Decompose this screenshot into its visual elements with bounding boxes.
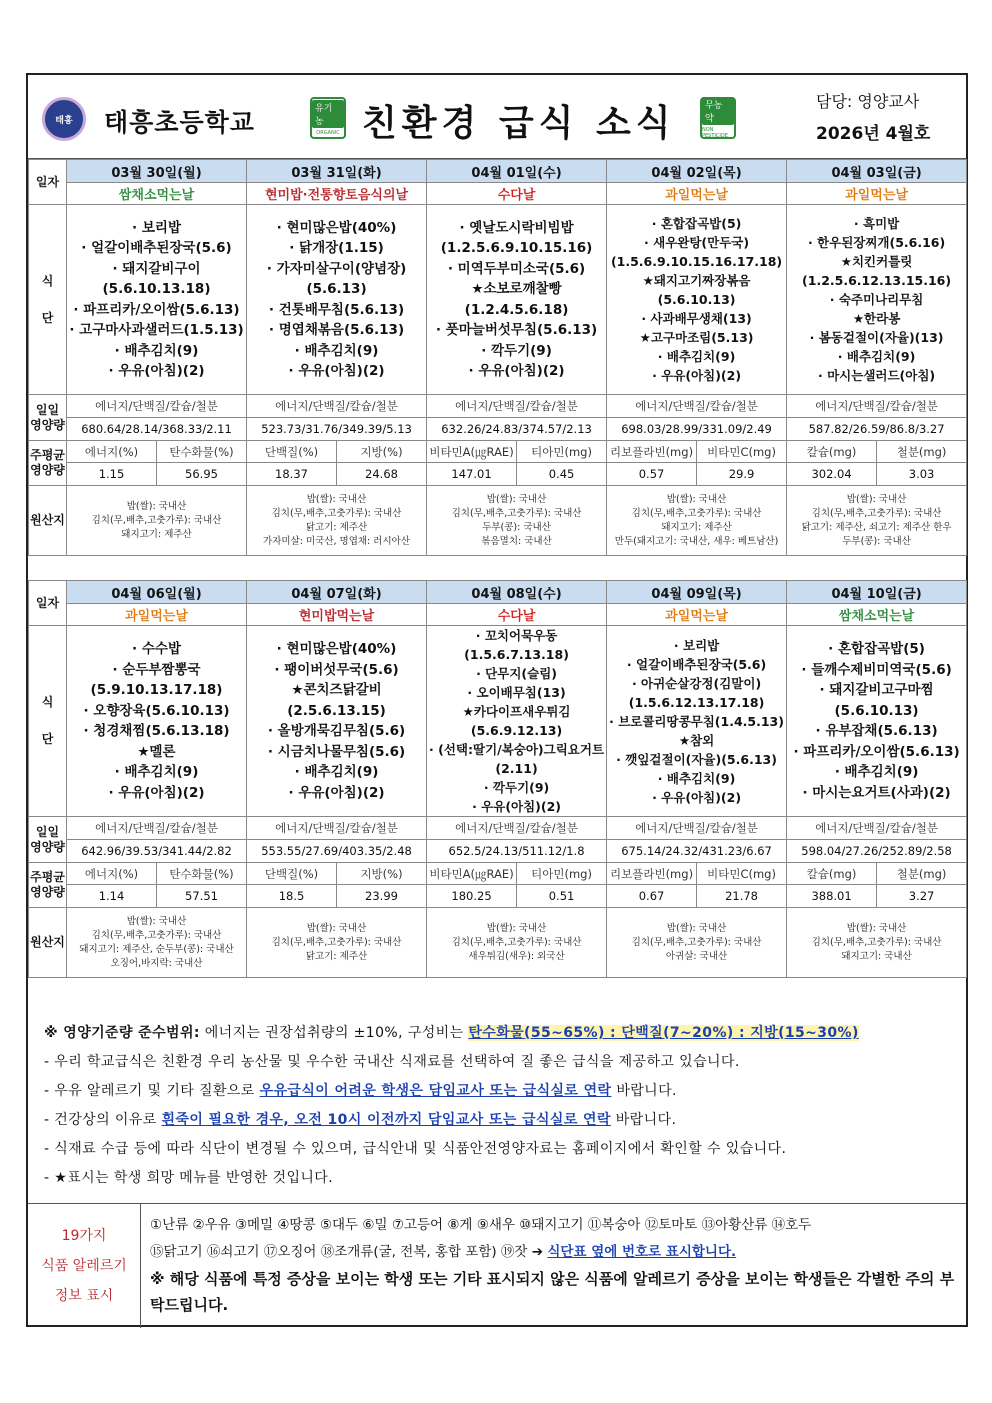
dish-item: · 배추김치(9): [657, 770, 736, 786]
weekly-nutrition-label: [29, 863, 67, 908]
day-origin: [427, 908, 607, 978]
origin-item: 밥(쌀): 국내산: [486, 493, 547, 505]
dish-item: · 보리밥: [132, 219, 181, 236]
dish-item: · 배추김치(9): [294, 764, 379, 780]
dish-item: (1.5.6.12.13.17.18): [628, 694, 765, 710]
weekly-nutrient-header: 비타민A(㎍RAE): [427, 863, 517, 885]
dish-item: · 고구마사과샐러드(1.5.13): [69, 322, 244, 338]
weekly-nutrient-value: 302.04: [787, 463, 877, 486]
daily-nutrition-label: [29, 395, 67, 441]
weekly-nutrient-value: 21.78: [697, 885, 787, 908]
dish-item: (1.2.4.5.6.18): [464, 301, 569, 318]
day-origin: [427, 486, 607, 556]
dish-item: (5.6.13): [306, 281, 367, 297]
daily-nutrition-value: 680.64/28.14/368.33/2.11: [67, 418, 247, 441]
weekly-nutrient-header: 티아민(mg): [517, 441, 607, 463]
page-title: 친환경 급식 소식: [362, 103, 676, 144]
menu-label-text: 식: [41, 273, 54, 288]
day-origin: [67, 486, 247, 556]
dish-item: (1.2.5.6.12.13.15.16): [802, 273, 952, 288]
menu-table-week-2: [28, 580, 967, 978]
weekly-nutrient-value: 388.01: [787, 885, 877, 908]
day-menu: [787, 626, 967, 817]
dish-item: · 팽이버섯무국(5.6): [274, 661, 399, 678]
origin-item: 아귀살: 국내산: [665, 950, 728, 962]
origin-item: 밥(쌀): 국내산: [306, 922, 367, 934]
origin-item: 두부(콩): 국내산: [842, 535, 911, 547]
allergy-warning: ※ 해당 식품에 특정 증상을 보이는 학생 또는 기타 표시되지 않은 식품에 알레르기 증상을 보이는 학생들은 각별한 주의 부탁드립니다.: [150, 1270, 955, 1314]
weekly-nutrient-value: 180.25: [427, 885, 517, 908]
day-origin: [607, 908, 787, 978]
daily-nutrition-header: 에너지/단백질/칼슘/철분: [247, 395, 427, 418]
dish-item: ★소보로깨찰빵: [471, 281, 562, 297]
dish-item: · 돼지갈비구이: [112, 260, 201, 277]
origin-item: 밥(쌀): 국내산: [666, 493, 727, 505]
dish-item: (5.6.10.13): [657, 292, 736, 307]
origin-item: 밥(쌀): 국내산: [126, 500, 187, 512]
day-date: 04월 06일(월): [67, 581, 247, 604]
day-menu: [427, 626, 607, 817]
origin-label: [29, 486, 67, 556]
day-date: 04월 08일(수): [427, 581, 607, 604]
day-theme: 현미밥·전통향토음식의날: [247, 183, 427, 205]
dish-item: · 아귀순살강정(김말이): [631, 675, 762, 691]
origin-item: 김치(무,배추,고춧가루): 국내산: [91, 929, 222, 941]
origin-item: 닭고기: 제주산: [305, 521, 368, 533]
origin-item: 오징어,바지락: 국내산: [110, 957, 203, 969]
weekly-nutrient-header: 칼슘(mg): [787, 863, 877, 885]
dish-item: · 배추김치(9): [657, 349, 736, 364]
day-menu: [787, 205, 967, 395]
dish-item: · (선택:딸기/복숭아)그릭요거트: [429, 742, 605, 757]
note-star: - ★표시는 학생 희망 메뉴를 반영한 것입니다.: [44, 1170, 334, 1186]
weekly-nutrient-header: 비타민C(mg): [697, 441, 787, 463]
dish-item: · 우유(아침)(2): [472, 799, 562, 814]
daily-nutrition-value: 553.55/27.69/403.35/2.48: [247, 840, 427, 863]
dish-item: · 흑미밥: [853, 216, 900, 231]
day-date: 04월 01일(수): [427, 160, 607, 183]
no-pesticide-badge-icon: 무농약 NON PESTICIDE: [700, 97, 736, 139]
daily-nutrition-header: 에너지/단백질/칼슘/철분: [787, 817, 967, 840]
origin-item: 새우튀김(새우): 외국산: [468, 950, 565, 962]
daily-nutrition-label-text: 일일: [35, 402, 60, 417]
dish-item: · 단무지(슬림): [476, 666, 557, 681]
weekly-nutrient-header: 에너지(%): [67, 863, 157, 885]
dish-item: · 현미많은밥(40%): [276, 219, 397, 236]
day-menu: [607, 205, 787, 395]
dish-item: · 보리밥: [673, 637, 720, 653]
origin-label-text: 원산지: [30, 513, 65, 527]
day-origin: [607, 486, 787, 556]
day-date: 04월 07일(화): [247, 581, 427, 604]
weekly-nutrition-label-text: 주평균: [30, 870, 65, 884]
origin-item: 김치(무,배추,고춧가루): 국내산: [631, 507, 762, 519]
weekly-nutrient-header: 단백질(%): [247, 441, 337, 463]
dish-item: · 배추김치(9): [114, 342, 199, 359]
note-milk: - 우유 알레르기 및 기타 질환으로 우유급식이 어려운 학생은 담임교사 또는 급식실로 연락 바랍니다.: [44, 1083, 677, 1099]
origin-item: 닭고기: 제주산, 쇠고기: 제주산 한우: [801, 521, 952, 533]
dish-item: · 오이배무침(13): [467, 685, 566, 700]
date-label: [29, 581, 67, 626]
weekly-nutrient-value: 24.68: [337, 463, 427, 486]
weekly-nutrient-header: 칼슘(mg): [787, 441, 877, 463]
allergy-body: [150, 1212, 960, 1318]
weekly-nutrient-header: 리보플라빈(mg): [607, 441, 697, 463]
daily-nutrition-header: 에너지/단백질/칼슘/철분: [67, 817, 247, 840]
dish-item: · 청경채찜(5.6.13.18): [83, 723, 230, 739]
dish-item: ★치킨커틀릿: [840, 254, 913, 269]
daily-nutrition-value: 675.14/24.32/431.23/6.67: [607, 840, 787, 863]
dish-item: · 우유(아침)(2): [288, 784, 385, 801]
day-origin: [247, 908, 427, 978]
weekly-nutrient-value: 18.5: [247, 885, 337, 908]
daily-nutrition-value: 652.5/24.13/511.12/1.8: [427, 840, 607, 863]
notes-section: [44, 1019, 964, 1193]
origin-item: 만두(돼지고기: 국내산, 새우: 베트남산): [614, 535, 779, 547]
weekly-nutrient-value: 29.9: [697, 463, 787, 486]
dish-item: · 혼합잡곡밥(5): [651, 216, 742, 231]
dish-item: (5.6.10.13.18): [102, 281, 211, 297]
day-menu: [427, 205, 607, 395]
dish-item: · 배추김치(9): [837, 349, 916, 364]
weekly-nutrient-value: 18.37: [247, 463, 337, 486]
dish-item: · 닭개장(1.15): [289, 240, 384, 256]
origin-item: 돼지고기: 국내산: [841, 950, 912, 962]
day-date: 04월 09일(목): [607, 581, 787, 604]
origin-item: 두부(콩): 국내산: [482, 521, 551, 533]
weekly-nutrient-header: 지방(%): [337, 441, 427, 463]
day-origin: [787, 486, 967, 556]
day-theme: 과일먹는날: [607, 183, 787, 205]
dish-item: · 브로콜리땅콩무침(1.4.5.13): [609, 713, 784, 729]
origin-item: 김치(무,배추,고춧가루): 국내산: [271, 936, 402, 948]
weekly-nutrient-header: 티아민(mg): [517, 863, 607, 885]
origin-item: 돼지고기: 제주산: [121, 528, 192, 540]
weekly-nutrient-value: 23.99: [337, 885, 427, 908]
dish-item: · 마시는요거트(사과)(2): [802, 784, 951, 801]
origin-label-text: 원산지: [30, 935, 65, 949]
dish-item: · 올방개묵김무침(5.6): [267, 723, 406, 739]
dish-item: · 배추김치(9): [114, 764, 199, 780]
weekly-nutrient-header: 탄수화물(%): [157, 441, 247, 463]
origin-item: 김치(무,배추,고춧가루): 국내산: [271, 507, 402, 519]
daily-nutrition-header: 에너지/단백질/칼슘/철분: [787, 395, 967, 418]
daily-nutrition-header: 에너지/단백질/칼슘/철분: [607, 817, 787, 840]
dish-item: (5.9.10.13.17.18): [90, 682, 223, 698]
weekly-nutrient-header: 비타민C(mg): [697, 863, 787, 885]
menu-label-text: 식: [41, 695, 54, 709]
dish-item: · 한우된장찌개(5.6.16): [807, 235, 946, 250]
dish-item: ★콘치즈닭갈비: [291, 682, 382, 698]
dish-item: (1.2.5.6.9.10.15.16): [440, 240, 593, 256]
weekly-nutrient-header: 철분(mg): [877, 863, 967, 885]
dish-item: (2.11): [495, 761, 538, 776]
weekly-nutrient-value: 0.51: [517, 885, 607, 908]
daily-nutrition-label-text: 영양량: [30, 417, 65, 432]
weekly-nutrition-label-text: 영양량: [30, 463, 65, 477]
dish-item: · 우유(아침)(2): [652, 368, 742, 383]
day-menu: [247, 205, 427, 395]
menu-label-text: 단: [41, 310, 54, 325]
dish-item: · 가자미살구이(양념장): [266, 260, 407, 277]
weekly-nutrient-header: 단백질(%): [247, 863, 337, 885]
day-date: 03월 31일(화): [247, 160, 427, 183]
note-porridge: - 건강상의 이유로 흰죽이 필요한 경우, 오전 10시 이전까지 담임교사 또는 급식실로 연락 바랍니다.: [44, 1112, 677, 1128]
weekly-nutrient-value: 1.14: [67, 885, 157, 908]
issue-label: 2026년 4월호: [816, 124, 931, 144]
date-label-text: 일자: [35, 595, 60, 610]
dish-item: · 우유(아침)(2): [108, 363, 205, 379]
day-date: 04월 02일(목): [607, 160, 787, 183]
weekly-nutrient-header: 탄수화물(%): [157, 863, 247, 885]
daily-nutrition-value: 632.26/24.83/374.57/2.13: [427, 418, 607, 441]
daily-nutrition-label: [29, 817, 67, 863]
origin-item: 볶음멸치: 국내산: [481, 535, 552, 547]
day-theme: 과일먹는날: [787, 183, 967, 205]
origin-item: 돼지고기: 제주산: [661, 521, 732, 533]
day-theme: 과일먹는날: [607, 604, 787, 626]
dish-item: (1.5.6.9.10.15.16.17.18): [610, 254, 783, 269]
origin-item: 밥(쌀): 국내산: [306, 493, 367, 505]
daily-nutrition-value: 642.96/39.53/341.44/2.82: [67, 840, 247, 863]
dish-item: · 깍두기(9): [481, 342, 552, 359]
daily-nutrition-header: 에너지/단백질/칼슘/철분: [247, 817, 427, 840]
day-theme: 쌈채소먹는날: [787, 604, 967, 626]
day-theme: 현미밥먹는날: [247, 604, 427, 626]
weekly-nutrient-header: 지방(%): [337, 863, 427, 885]
origin-item: 김치(무,배추,고춧가루): 국내산: [811, 507, 942, 519]
dish-item: · 유부잡채(5.6.13): [815, 723, 938, 739]
newsletter-frame: [26, 73, 968, 1327]
dish-item: · 깍두기(9): [483, 780, 550, 795]
date-label: [29, 160, 67, 205]
weekly-nutrient-value: 56.95: [157, 463, 247, 486]
origin-item: 가자미살: 미국산, 명엽채: 러시아산: [263, 535, 410, 547]
day-menu: [247, 626, 427, 817]
school-name: 태흥초등학교: [104, 108, 255, 137]
day-menu: [67, 205, 247, 395]
dish-item: · 배추김치(9): [834, 764, 919, 780]
weekly-nutrient-value: 3.27: [877, 885, 967, 908]
dish-item: · 마시는샐러드(아침): [818, 368, 936, 383]
weekly-nutrient-value: 0.45: [517, 463, 607, 486]
weekly-nutrient-value: 3.03: [877, 463, 967, 486]
daily-nutrition-value: 698.03/28.99/331.09/2.49: [607, 418, 787, 441]
dish-item: · 건톳배무침(5.6.13): [268, 301, 405, 318]
daily-nutrition-header: 에너지/단백질/칼슘/철분: [607, 395, 787, 418]
weekly-nutrient-header: 에너지(%): [67, 441, 157, 463]
weekly-nutrition-label: [29, 441, 67, 486]
allergy-list-1: ①난류 ②우유 ③메밀 ④땅콩 ⑤대두 ⑥밀 ⑦고등어 ⑧게 ⑨새우 ⑩돼지고기 ⑪복숭아 ⑫토마토 ⑬아황산류 ⑭호두: [150, 1217, 812, 1233]
origin-item: 밥(쌀): 국내산: [846, 493, 907, 505]
origin-item: 밥(쌀): 국내산: [846, 922, 907, 934]
dish-item: · 풋마늘버섯무침(5.6.13): [435, 322, 598, 338]
origin-item: 닭고기: 제주산: [305, 950, 368, 962]
dish-item: · 파프리카/오이쌈(5.6.13): [73, 301, 240, 318]
dish-item: · 우유(아침)(2): [468, 363, 565, 379]
menu-label-text: 단: [41, 732, 54, 746]
daily-nutrition-value: 523.73/31.76/349.39/5.13: [247, 418, 427, 441]
daily-nutrition-header: 에너지/단백질/칼슘/철분: [67, 395, 247, 418]
day-date: 04월 03일(금): [787, 160, 967, 183]
weekly-nutrient-value: 0.57: [607, 463, 697, 486]
day-date: 03월 30일(월): [67, 160, 247, 183]
daily-nutrition-value: 598.04/27.26/252.89/2.58: [787, 840, 967, 863]
allergy-label: 19가지 식품 알레르기 정보 표시: [28, 1204, 141, 1328]
origin-item: 김치(무,배추,고춧가루): 국내산: [631, 936, 762, 948]
origin-item: 김치(무,배추,고춧가루): 국내산: [451, 936, 582, 948]
note-change: - 식재료 수급 등에 따라 식단이 변경될 수 있으며, 급식안내 및 식품안전영양자료는 홈페이지에서 확인할 수 있습니다.: [44, 1141, 787, 1157]
origin-item: 밥(쌀): 국내산: [486, 922, 547, 934]
dish-item: ★카다이프새우튀김: [462, 704, 571, 719]
dish-item: · 새우완탕(만두국): [644, 235, 750, 250]
day-theme: 쌈채소먹는날: [67, 183, 247, 205]
dish-item: · 수수밥: [132, 641, 181, 657]
day-menu: [67, 626, 247, 817]
origin-label: [29, 908, 67, 978]
dish-item: · 깻잎겉절이(자율)(5.6.13): [616, 751, 777, 767]
dish-item: ★멜론: [137, 743, 176, 760]
daily-nutrition-label-text: 일일: [35, 824, 60, 839]
dish-item: ★한라봉: [852, 311, 901, 326]
daily-nutrition-header: 에너지/단백질/칼슘/철분: [427, 395, 607, 418]
menu-table-week-1: [28, 159, 967, 556]
dish-item: · 파프리카/오이쌈(5.6.13): [793, 743, 960, 760]
dish-item: · 배추김치(9): [294, 342, 379, 359]
dish-item: · 봄동겉절이(자율)(13): [809, 330, 944, 345]
dish-item: · 미역두부미소국(5.6): [447, 260, 586, 277]
day-origin: [247, 486, 427, 556]
dish-item: · 얼갈이배추된장국(5.6): [81, 240, 232, 256]
dish-item: · 우유(아침)(2): [288, 363, 385, 379]
dish-item: · 얼갈이배추된장국(5.6): [626, 656, 767, 672]
weekly-nutrient-header: 철분(mg): [877, 441, 967, 463]
dish-item: ★고구마조림(5.13): [639, 330, 754, 345]
origin-item: 김치(무,배추,고춧가루): 국내산: [91, 514, 222, 526]
weekly-nutrient-header: 리보플라빈(mg): [607, 863, 697, 885]
day-origin: [787, 908, 967, 978]
header: [28, 75, 966, 159]
dish-item: ★돼지고기짜장볶음: [642, 273, 751, 288]
weekly-nutrient-value: 147.01: [427, 463, 517, 486]
dish-item: (5.6.10.13): [834, 702, 919, 719]
day-theme: 과일먹는날: [67, 604, 247, 626]
dish-item: · 우유(아침)(2): [108, 784, 205, 801]
origin-item: 밥(쌀): 국내산: [126, 915, 187, 927]
note-standard: ※ 영양기준량 준수범위: 에너지는 권장섭취량의 ±10%, 구성비는 탄수화물(55~65%) : 단백질(7~20%) : 지방(15~30%): [44, 1025, 859, 1041]
allergy-list-2: ⑮닭고기 ⑯쇠고기 ⑰오징어 ⑱조개류(굴, 전복, 홍합 포함) ⑲잣 ➔ 식단표 옆에 번호로 표시합니다.: [150, 1244, 737, 1260]
dish-item: · 우유(아침)(2): [652, 789, 742, 805]
dish-item: · 시금치나물무침(5.6): [267, 743, 406, 760]
day-date: 04월 10일(금): [787, 581, 967, 604]
menu-label: [29, 626, 67, 817]
daily-nutrition-header: 에너지/단백질/칼슘/철분: [427, 817, 607, 840]
weekly-nutrient-header: 비타민A(㎍RAE): [427, 441, 517, 463]
dish-item: · 꼬치어묵우동(1.5.6.7.13.18): [464, 628, 569, 662]
weekly-nutrient-value: 0.67: [607, 885, 697, 908]
weekly-nutrition-label-text: 주평균: [30, 448, 65, 462]
dish-item: · 명엽채볶음(5.6.13): [268, 322, 405, 338]
menu-label: [29, 205, 67, 395]
dish-item: · 옛날도시락비빔밥: [459, 219, 574, 236]
dish-item: · 사과배무생채(13): [641, 311, 752, 326]
day-menu: [607, 626, 787, 817]
dish-item: (2.5.6.13.15): [287, 702, 386, 719]
school-seal-icon: 태흥: [42, 97, 86, 141]
dish-item: · 혼합잡곡밥(5): [828, 641, 925, 657]
dish-item: (5.6.9.12.13): [470, 723, 563, 738]
day-origin: [67, 908, 247, 978]
origin-item: 밥(쌀): 국내산: [666, 922, 727, 934]
dish-item: ★참외: [678, 732, 715, 748]
manager-label: 담당: 영양교사: [816, 92, 920, 111]
daily-nutrition-value: 587.82/26.59/86.8/3.27: [787, 418, 967, 441]
day-theme: 수다날: [427, 183, 607, 205]
dish-item: · 순두부짬뽕국: [112, 661, 201, 678]
weekly-nutrient-value: 57.51: [157, 885, 247, 908]
date-label-text: 일자: [35, 174, 60, 189]
allergy-section: [28, 1203, 966, 1327]
organic-badge-icon: 유기농 ORGANIC: [310, 97, 346, 139]
origin-item: 돼지고기: 제주산, 순두부(콩): 국내산: [79, 943, 234, 955]
dish-item: · 오향장육(5.6.10.13): [83, 702, 230, 719]
origin-item: 김치(무,배추,고춧가루): 국내산: [451, 507, 582, 519]
day-theme: 수다날: [427, 604, 607, 626]
weekly-nutrient-value: 1.15: [67, 463, 157, 486]
daily-nutrition-label-text: 영양량: [30, 839, 65, 854]
dish-item: · 현미많은밥(40%): [276, 641, 397, 657]
origin-item: 김치(무,배추,고춧가루): 국내산: [811, 936, 942, 948]
dish-item: · 돼지갈비고구마찜: [819, 682, 934, 698]
dish-item: · 숙주미나리무침: [829, 292, 924, 307]
dish-item: · 들깨수제비미역국(5.6): [801, 661, 952, 678]
weekly-nutrition-label-text: 영양량: [30, 885, 65, 899]
note-eco: - 우리 학교급식은 친환경 우리 농산물 및 우수한 국내산 식재료를 선택하여 질 좋은 급식을 제공하고 있습니다.: [44, 1054, 740, 1070]
